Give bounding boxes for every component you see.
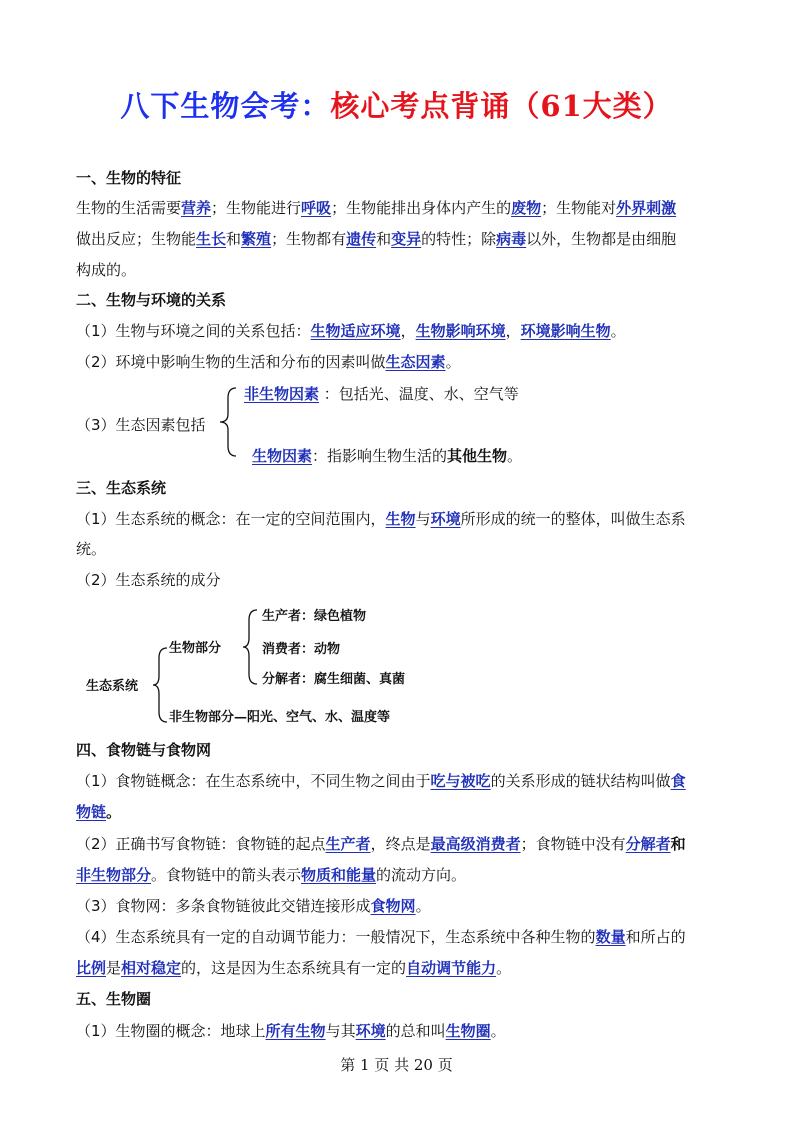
tree-root: 生态系统	[86, 679, 139, 694]
s4-para-2-cont: 非生物部分。食物链中的箭头表示物质和能量的流动方向。	[76, 866, 467, 884]
section-heading-3: 三、生态系统	[76, 479, 167, 497]
s1-line-1: 生物的生活需要营养；生物能进行呼吸；生物能排出身体内产生的废物；生物能对外界刺激	[76, 199, 677, 217]
s3-para-1: （1）生态系统的概念：在一定的空间范围内，生物与环境所形成的统一的整体，叫做生态系	[76, 510, 686, 528]
section-heading-4: 四、食物链与食物网	[76, 741, 212, 759]
s1-line-3: 构成的。	[76, 261, 137, 279]
tree-bio: 生物部分	[169, 641, 222, 656]
brace-icon	[216, 386, 240, 458]
tree-abio: 非生物部分—阳光、空气、水、温度等	[169, 710, 391, 725]
section-heading-1: 一、生物的特征	[76, 169, 182, 187]
s2-para-2: （2）环境中影响生物的生活和分布的因素叫做生态因素。	[76, 353, 461, 371]
s1-line-2: 做出反应；生物能生长和繁殖；生物都有遗传和变异的特性；除病毒以外，生物都是由细胞	[76, 230, 677, 248]
s4-para-2: （2）正确书写食物链：食物链的起点生产者，终点是最高级消费者；食物链中没有分解者和	[76, 835, 686, 853]
s3-para-2: （2）生态系统的成分	[76, 571, 221, 589]
s2-para-3-label: （3）生态因素包括	[76, 416, 206, 434]
s5-para-1: （1）生物圈的概念：地球上所有生物与其环境的总和叫生物圈。	[76, 1022, 506, 1040]
s2-para-1: （1）生物与环境之间的关系包括：生物适应环境，生物影响环境，环境影响生物。	[76, 322, 626, 340]
s4-para-1-cont: 物链。	[76, 803, 122, 821]
biotic-factors: 生物因素：指影响生物生活的其他生物。	[252, 447, 523, 465]
page-footer: 第 1 页 共 20 页	[340, 1056, 453, 1074]
section-heading-2: 二、生物与环境的关系	[76, 291, 227, 309]
s4-para-4-cont: 比例是相对稳定的，这是因为生态系统具有一定的自动调节能力。	[76, 959, 512, 977]
brace-icon	[240, 608, 260, 686]
brace-icon	[150, 646, 170, 724]
tree-consumer: 消费者：动物	[262, 642, 341, 657]
s4-para-1: （1）食物链概念：在生态系统中，不同生物之间由于吃与被吃的关系形成的链状结构叫做食	[76, 772, 686, 790]
section-heading-5: 五、生物圈	[76, 990, 152, 1008]
s4-para-4: （4）生态系统具有一定的自动调节能力：一般情况下，生态系统中各种生物的数量和所占的	[76, 928, 686, 946]
tree-producer: 生产者：绿色植物	[262, 609, 367, 624]
tree-decomposer: 分解者：腐生细菌、真菌	[262, 672, 406, 687]
page-title: 八下生物会考：核心考点背诵（61大类）	[120, 89, 673, 123]
abiotic-factors: 非生物因素 ：包括光、温度、水、空气等	[244, 385, 519, 403]
s3-para-1-cont: 统。	[76, 540, 107, 558]
s4-para-3: （3）食物网：多条食物链彼此交错连接形成食物网。	[76, 897, 431, 915]
